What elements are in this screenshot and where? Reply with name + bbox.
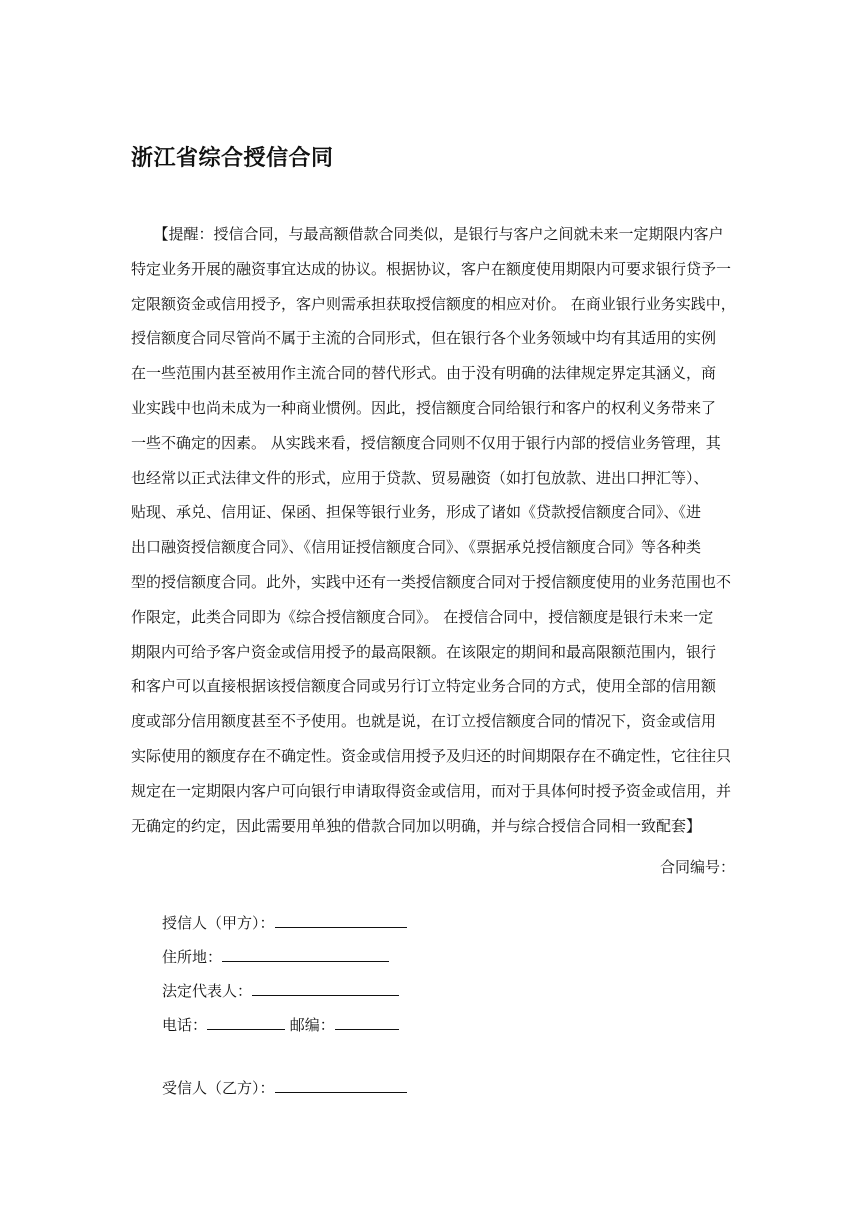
legal-representative-field	[162, 980, 399, 1002]
reminder-line: 和客户可以直接根据该授信额度合同或另行订立特定业务合同的方式，使用全部的信用额	[131, 677, 717, 696]
postcode-blank	[335, 1014, 399, 1030]
party-b-label: 受信人（乙方）：	[162, 1079, 275, 1097]
reminder-line: 度或部分信用额度甚至不予使用。也就是说，在订立授信额度合同的情况下，资金或信用	[131, 712, 717, 731]
reminder-line: 定限额资金或信用授予，客户则需承担获取授信额度的相应对价。 在商业银行业务实践中，	[131, 294, 736, 313]
reminder-line: 实际使用的额度存在不确定性。资金或信用授予及归还的时间期限存在不确定性，它往往只	[131, 746, 732, 765]
reminder-line: 期限内可给予客户资金或信用授予的最高限额。在该限定的期间和最高限额范围内，银行	[131, 642, 717, 661]
address-blank	[222, 946, 389, 962]
reminder-line: 在一些范围内甚至被用作主流合同的替代形式。由于没有明确的法律规定界定其涵义，商	[131, 364, 717, 383]
reminder-line: 出口融资授信额度合同》、《信用证授信额度合同》、《票据承兑授信额度合同》等各种类	[131, 538, 702, 557]
party-a-field	[162, 912, 407, 934]
contract-number-label: 合同编号：	[659, 858, 735, 876]
phone-label: 电话：	[162, 1016, 208, 1034]
party-a-blank	[275, 912, 407, 928]
reminder-paragraph	[131, 217, 739, 843]
reminder-line: 也经常以正式法律文件的形式，应用于贷款、贸易融资（如打包放款、进出口押汇等）、	[131, 468, 709, 487]
reminder-line: 业实践中也尚未成为一种商业惯例。因此，授信额度合同给银行和客户的权利义务带来了	[131, 398, 717, 417]
reminder-line: 作限定，此类合同即为《综合授信额度合同》。 在授信合同中，授信额度是银行未来一定	[131, 607, 714, 626]
reminder-line: 一些不确定的因素。 从实践来看，授信额度合同则不仅用于银行内部的授信业务管理，其	[131, 433, 721, 452]
reminder-line: 贴现、承兑、信用证、保函、担保等银行业务，形成了诸如《贷款授信额度合同》、《进	[131, 503, 702, 522]
reminder-line: 【提醒：授信合同，与最高额借款合同类似，是银行与客户之间就未来一定期限内客户	[131, 225, 724, 243]
phone-postcode-field	[162, 1014, 399, 1036]
postcode-label: 邮编：	[289, 1016, 335, 1034]
reminder-line: 授信额度合同尽管尚不属于主流的合同形式，但在银行各个业务领域中均有其适用的实例	[131, 329, 717, 348]
reminder-line: 型的授信额度合同。此外，实践中还有一类授信额度合同对于授信额度使用的业务范围也不	[131, 572, 732, 591]
address-field	[162, 946, 389, 968]
party-b-blank	[275, 1077, 407, 1093]
reminder-line: 规定在一定期限内客户可向银行申请取得资金或信用，而对于具体何时授予资金或信用，并	[131, 781, 732, 800]
reminder-line: 特定业务开展的融资事宜达成的协议。根据协议，客户在额度使用期限内可要求银行贷予一	[131, 259, 732, 278]
legal-representative-label: 法定代表人：	[162, 982, 253, 1000]
document-title: 浙江省综合授信合同	[131, 146, 334, 171]
party-b-field	[162, 1077, 407, 1099]
party-a-label: 授信人（甲方）：	[162, 914, 275, 932]
address-label: 住所地：	[162, 948, 223, 966]
reminder-line: 无确定的约定，因此需要用单独的借款合同加以明确，并与综合授信合同相一致配套】	[131, 816, 702, 835]
phone-blank	[207, 1014, 285, 1030]
legal-representative-blank	[252, 980, 399, 996]
